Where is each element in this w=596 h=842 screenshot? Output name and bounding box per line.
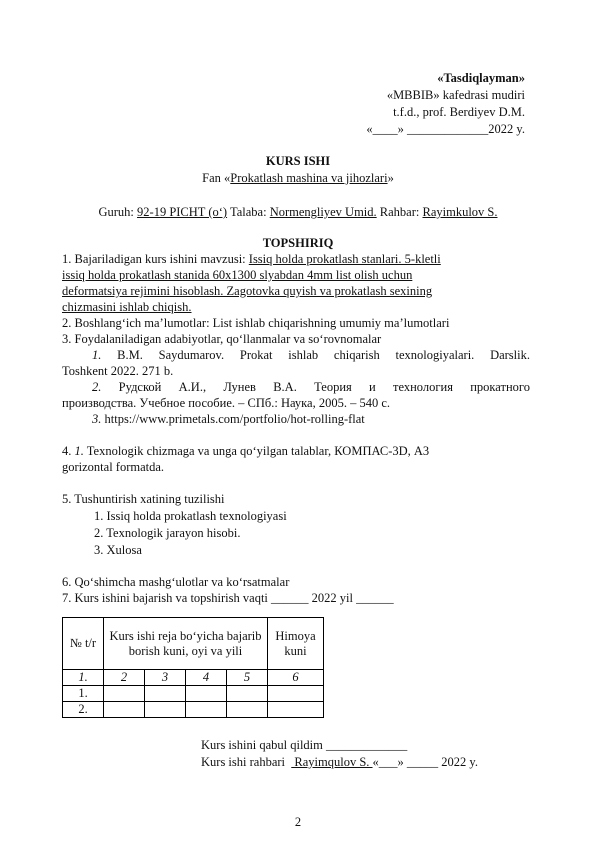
student-value: Normengliyev Umid. [269,205,377,219]
table-cell: 1. [63,670,104,686]
reference-1-text: B.M. Saydumarov. Prokat ishlab chiqarish texnologiyalari. Darslik. [101,348,530,362]
supervisor-signature-date: «___» _____ 2022 y. [372,755,478,769]
supervisor-value: Rayimkulov S. [422,205,498,219]
task-item-4-prefix: 4. [62,444,75,458]
table-row [63,686,324,702]
table-cell: 5 [227,670,268,686]
reference-1-line-2: Toshkent 2022. 271 b. [62,364,174,378]
approval-line-head: t.f.d., prof. Berdiyev D.M. [393,105,525,119]
task-item-4-line-1 [62,444,429,459]
task-item-4-text: Texnologik chizmaga va unga qo‘yilgan talablar, КОМПАС-3D, А3 [83,444,430,458]
table-cell [104,686,145,702]
task-item-5: 5. Tushuntirish xatining tuzilishi [62,492,225,506]
page-number: 2 [294,815,302,829]
accepted-line: Kurs ishini qabul qildim _____________ [201,738,408,752]
reference-1-line-1 [62,348,530,363]
task-title: TOPSHIRIQ [262,236,334,250]
supervisor-signature-name: Rayimqulov S. [291,755,373,769]
table-cell: 3 [145,670,186,686]
supervisor-label: Rahbar: [376,205,423,219]
subject-suffix: » [387,171,394,185]
task-item-7: 7. Kurs ishini bajarish va topshirish vaqti ______ 2022 yil ______ [62,591,394,605]
table-cell: 2. [63,702,104,718]
task-item-1-line-4: chizmasini ishlab chiqish. [62,300,192,314]
task-item-1-prefix: 1. Bajariladigan kurs ishini mavzusi: [62,252,249,266]
group-line [0,205,596,220]
reference-2-line-2: производства. Учебное пособие. – СПб.: Наука, 2005. – 540 с. [62,396,391,410]
approval-title: «Tasdiqlayman» [437,71,525,85]
student-label: Talaba: [227,205,270,219]
reference-2-number: 2. [92,380,102,394]
table-cell [104,702,145,718]
table-cell: 6 [268,670,324,686]
table-cell: 4 [186,670,227,686]
structure-item-1: 1. Issiq holda prokatlash texnologiyasi [94,509,287,523]
reference-3-number: 3. [92,412,102,426]
table-cell: 2 [104,670,145,686]
subject-line [0,171,596,186]
table-cell [145,702,186,718]
task-item-1-topic: Issiq holda prokatlash stanlari. 5-kletli [248,252,441,266]
group-label: Guruh: [98,205,138,219]
reference-3-link: https://www.primetals.com/portfolio/hot-rolling-flat [101,412,365,426]
task-item-2: 2. Boshlang‘ich ma’lumotlar: List ishlab chiqarishning umumiy ma’lumotlari [62,316,450,330]
table-cell: 1. [63,686,104,702]
header-number: № t/r [63,618,104,670]
task-item-1-line-2: issiq holda prokatlash stanida 60x1300 slyabdan 4mm list olish uchun [62,268,413,282]
group-value: 92-19 PICHT (o‘) [137,205,228,219]
task-item-1-line-3: deformatsiya rejimini hisoblash. Zagotovka quyish va prokatlash sexining [62,284,433,298]
table-cell [186,686,227,702]
header-plan: Kurs ishi reja bo‘yicha bajarib borish kuni, oyi va yili [104,618,268,670]
table-row [63,702,324,718]
task-item-1-line-1 [62,252,441,267]
reference-2-text: Рудской А.И., Лунев В.А. Теория и технология прокатного [101,380,530,394]
header-defense: Himoya kuni [268,618,324,670]
table-cell [268,702,324,718]
table-cell [268,686,324,702]
structure-item-3: 3. Xulosa [94,543,142,557]
reference-3 [92,412,365,427]
structure-item-2: 2. Texnologik jarayon hisobi. [94,526,241,540]
approval-line-department: «MBBIB» kafedrasi mudiri [386,88,525,102]
supervisor-signature-prefix: Kurs ishi rahbari [201,755,292,769]
schedule-table [62,617,324,718]
task-item-3: 3. Foydalaniladigan adabiyotlar, qo‘llanmalar va so‘rovnomalar [62,332,382,346]
task-item-4-line-2: gorizontal formatda. [62,460,165,474]
table-cell [227,702,268,718]
subject-prefix: Fan « [202,171,231,185]
reference-2-line-1 [62,380,530,395]
table-cell [227,686,268,702]
subject-name: Prokatlash mashina va jihozlari [230,171,388,185]
task-item-6: 6. Qo‘shimcha mashg‘ulotlar va ko‘rsatmalar [62,575,290,589]
approval-line-date: «____» _____________2022 y. [366,122,525,136]
table-cell [186,702,227,718]
task-item-4-number: 1. [74,444,84,458]
supervisor-signature-line [201,755,478,770]
table-cell [145,686,186,702]
reference-1-number: 1. [92,348,102,362]
table-index-row [63,670,324,686]
document-title: KURS ISHI [265,154,331,168]
